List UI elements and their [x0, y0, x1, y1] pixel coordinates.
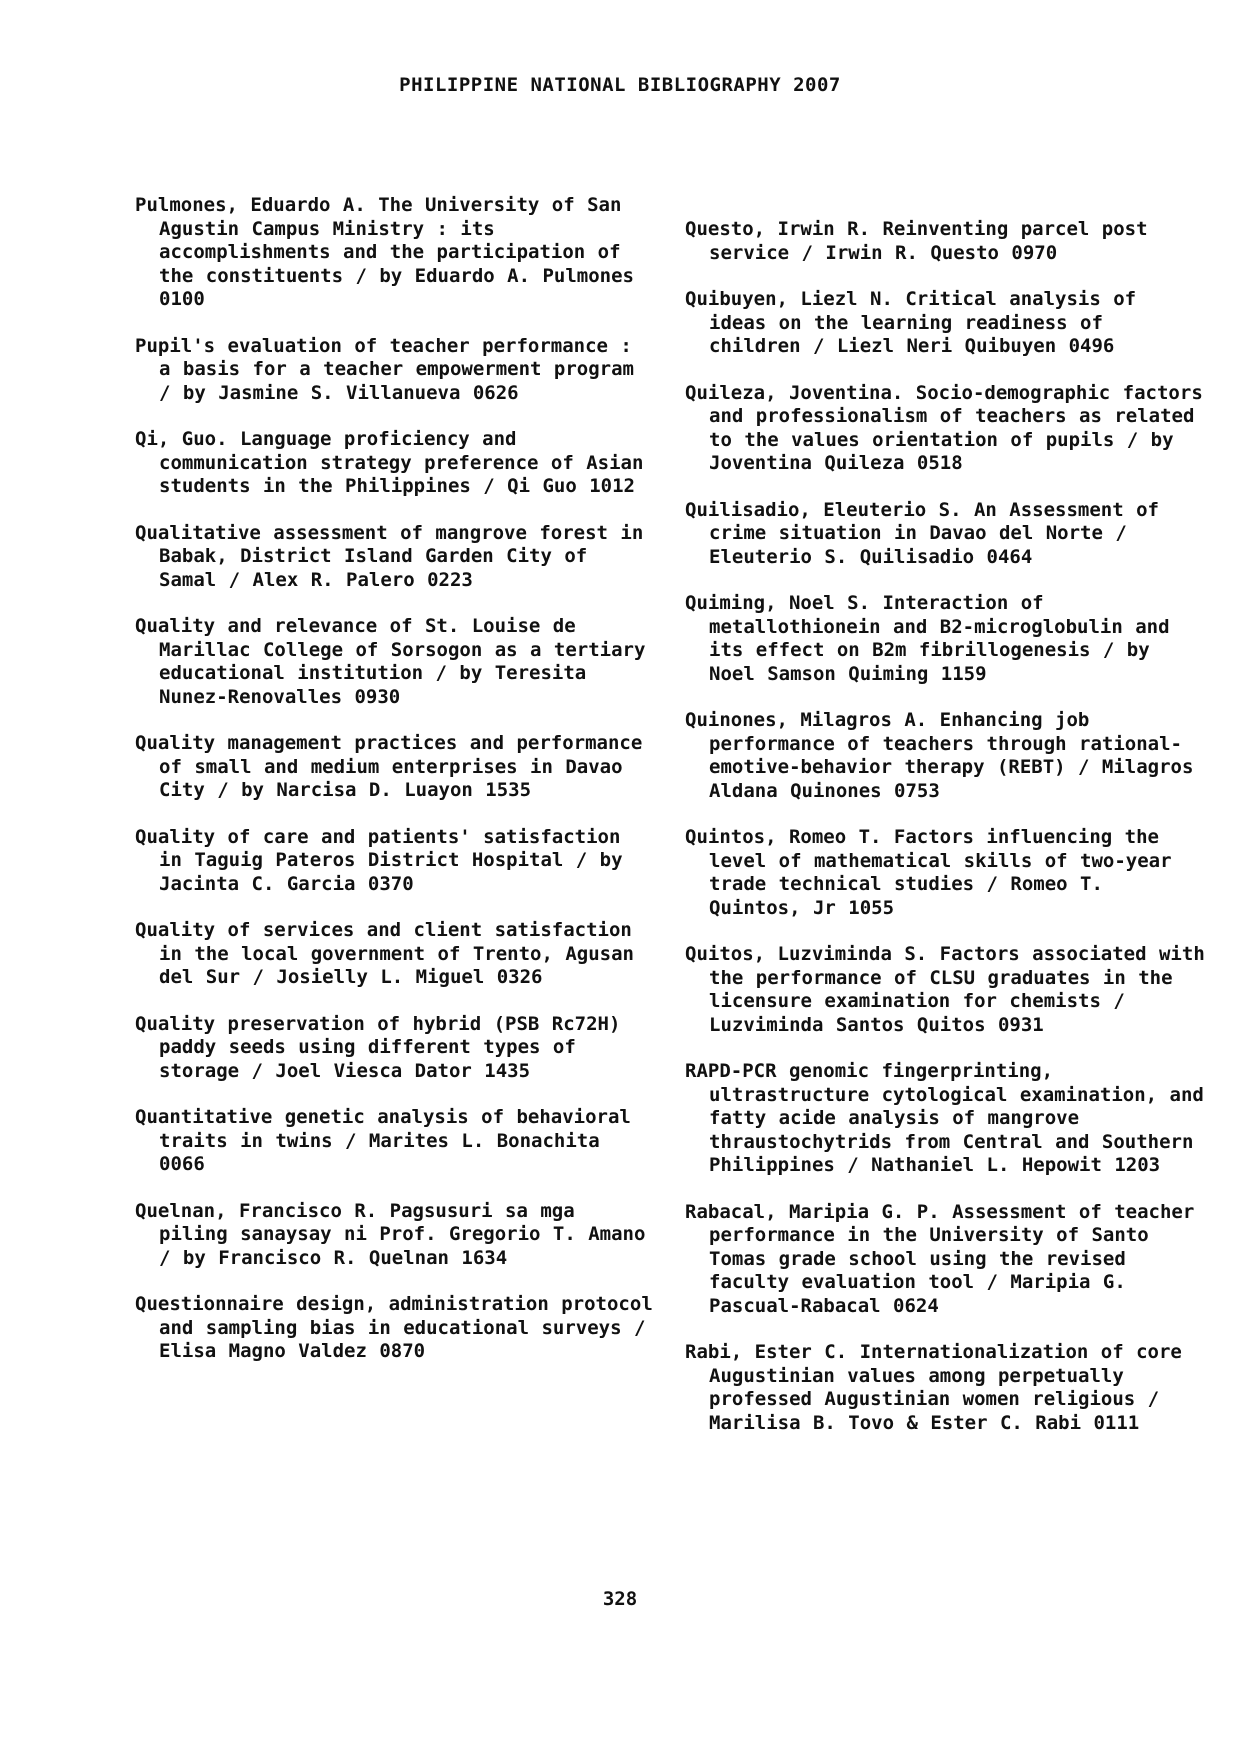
- bibliography-entry: Questionnaire design, administration protocol and sampling bias in educational surveys / Elisa Magno Valdez 0870: [135, 1293, 653, 1362]
- bibliography-entry: Quality preservation of hybrid (PSB Rc72H) paddy seeds using different types of storage / Joel Viesca Dator 1435: [135, 1012, 621, 1082]
- right-column: [685, 218, 1205, 1458]
- bibliography-entry: Qualitative assessment of mangrove forest in Babak, District Island Garden City of Samal / Alex R. Palero 0223: [135, 521, 644, 591]
- page-header: PHILIPPINE NATIONAL BIBLIOGRAPHY 2007: [399, 74, 841, 96]
- bibliography-entry: Quinones, Milagros A. Enhancing job performance of teachers through rational-emotive-behavior therapy (REBT) / Milagros Aldana Quinones 0753: [685, 709, 1194, 802]
- bibliography-entry: Rabacal, Maripia G. P. Assessment of teacher performance in the University of Santo Tomas grade school using the revised faculty evaluation tool / Maripia G. Pascual-Rabacal 0624: [685, 1200, 1195, 1317]
- bibliography-entry: RAPD-PCR genomic fingerprinting, ultrastructure cytological examination, and fatty acide analysis of mangrove thraustochytrids from Central and Southern Philippines / Nathaniel L. Hepowit 1203: [685, 1060, 1204, 1176]
- bibliography-entry: Quiming, Noel S. Interaction of metallothionein and B2-microglobulin and its effect on B2m fibrillogenesis / by Noel Samson Quiming 1159: [685, 592, 1170, 685]
- bibliography-entry: Pupil's evaluation of teacher performance : a basis for a teacher empowerment program / by Jasmine S. Villanueva 0626: [135, 334, 634, 404]
- left-column: [135, 194, 655, 1387]
- bibliography-entry: Rabi, Ester C. Internationalization of core Augustinian values among perpetually professed Augustinian women religious / Marilisa B. Tovo & Ester C. Rabi 0111: [685, 1341, 1182, 1434]
- bibliography-entry: Quality and relevance of St. Louise de Marillac College of Sorsogon as a tertiary educational institution / by Teresita Nunez-Renovalles 0930: [135, 615, 646, 708]
- bibliography-entry: Quilisadio, Eleuterio S. An Assessment of crime situation in Davao del Norte / Eleuterio S. Quilisadio 0464: [685, 498, 1159, 568]
- bibliography-entry: Quitos, Luzviminda S. Factors associated with the performance of CLSU graduates in the licensure examination for chemists / Luzviminda Santos Quitos 0931: [685, 943, 1205, 1036]
- bibliography-entry: Quality of services and client satisfaction in the local government of Trento, Agusan del Sur / Josielly L. Miguel 0326: [135, 919, 634, 988]
- bibliography-entry: Quintos, Romeo T. Factors influencing the level of mathematical skills of two-year trade technical studies / Romeo T. Quintos, Jr 1055: [685, 826, 1172, 919]
- bibliography-entry: Quality management practices and performance of small and medium enterprises in Davao City / by Narcisa D. Luayon 1535: [135, 732, 643, 801]
- bibliography-entry: Pulmones, Eduardo A. The University of San Agustin Campus Ministry : its accomplishments and the participation of the constituents / by Eduardo A. Pulmones 0100: [135, 194, 634, 310]
- bibliography-entry: Quelnan, Francisco R. Pagsusuri sa mga piling sanaysay ni Prof. Gregorio T. Amano / by Francisco R. Quelnan 1634: [135, 1199, 646, 1269]
- bibliography-entry: Quibuyen, Liezl N. Critical analysis of ideas on the learning readiness of children / Liezl Neri Quibuyen 0496: [685, 288, 1137, 357]
- bibliography-entry: Questo, Irwin R. Reinventing parcel post service / Irwin R. Questo 0970: [685, 218, 1148, 264]
- bibliography-entry: Quileza, Joventina. Socio-demographic factors and professionalism of teachers as related to the values orientation of pupils / by Joventina Quileza 0518: [685, 381, 1203, 474]
- page-number: 328: [602, 1588, 638, 1610]
- bibliography-entry: Quality of care and patients' satisfaction in Taguig Pateros District Hospital / by Jacinta C. Garcia 0370: [135, 825, 623, 895]
- bibliography-entry: Qi, Guo. Language proficiency and communication strategy preference of Asian students in the Philippines / Qi Guo 1012: [135, 428, 644, 497]
- bibliography-entry: Quantitative genetic analysis of behavioral traits in twins / Marites L. Bonachita 0066: [135, 1106, 631, 1175]
